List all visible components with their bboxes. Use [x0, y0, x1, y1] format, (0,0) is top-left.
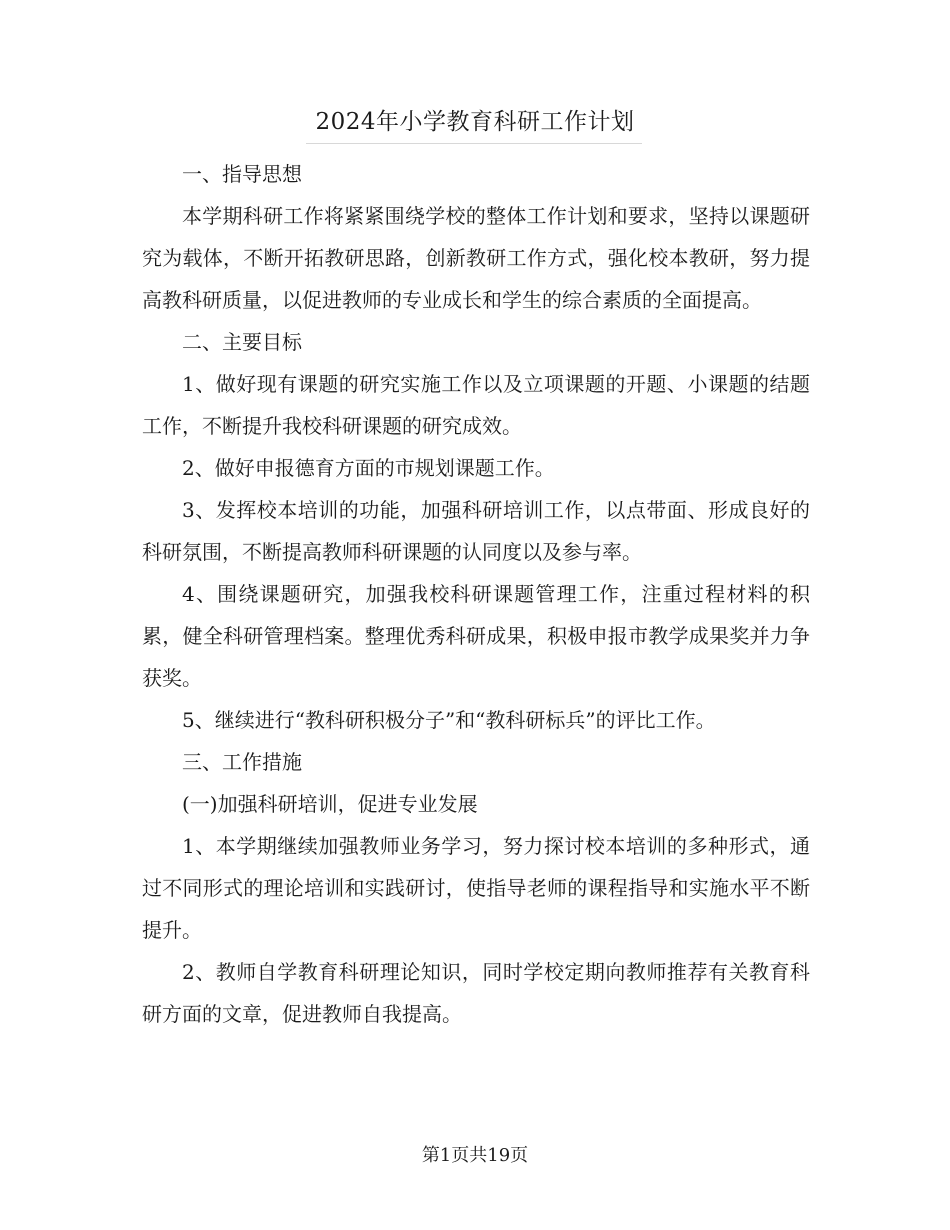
title-underline — [306, 143, 642, 144]
section-heading-work-measures: 三、工作措施 — [182, 750, 302, 774]
subsection-heading-training: (一)加强科研培训，促进专业发展 — [182, 792, 478, 816]
measure-item-1: 1、本学期继续加强教师业务学习，努力探讨校本培训的多种形式，通过不同形式的理论培训和实践研讨，使指导老师的课程指导和实施水平不断提升。 — [142, 834, 810, 942]
document-body — [142, 153, 810, 1035]
page-number-footer: 第1页共19页 — [421, 1145, 529, 1166]
goal-item-5: 5、继续进行“教科研积极分子”和“教科研标兵”的评比工作。 — [182, 708, 716, 732]
document-title: 2024年小学教育科研工作计划 — [315, 109, 635, 135]
goal-item-4: 4、围绕课题研究，加强我校科研课题管理工作，注重过程材料的积累，健全科研管理档案。整理优秀科研成果，积极申报市教学成果奖并力争获奖。 — [142, 582, 810, 690]
measure-item-2: 2、教师自学教育科研理论知识，同时学校定期向教师推荐有关教育科研方面的文章，促进教师自我提高。 — [142, 960, 810, 1026]
goal-item-1: 1、做好现有课题的研究实施工作以及立项课题的开题、小课题的结题工作，不断提升我校科研课题的研究成效。 — [142, 372, 810, 438]
section-heading-guiding-ideology: 一、指导思想 — [182, 162, 302, 186]
section-heading-main-goals: 二、主要目标 — [182, 330, 302, 354]
goal-item-2: 2、做好申报德育方面的市规划课题工作。 — [182, 456, 555, 480]
paragraph-guiding-ideology: 本学期科研工作将紧紧围绕学校的整体工作计划和要求，坚持以课题研究为载体，不断开拓教研思路，创新教研工作方式，强化校本教研，努力提高教科研质量，以促进教师的专业成长和学生的综合素质的全面提高。 — [142, 204, 810, 312]
goal-item-3: 3、发挥校本培训的功能，加强科研培训工作，以点带面、形成良好的科研氛围，不断提高教师科研课题的认同度以及参与率。 — [142, 498, 810, 564]
